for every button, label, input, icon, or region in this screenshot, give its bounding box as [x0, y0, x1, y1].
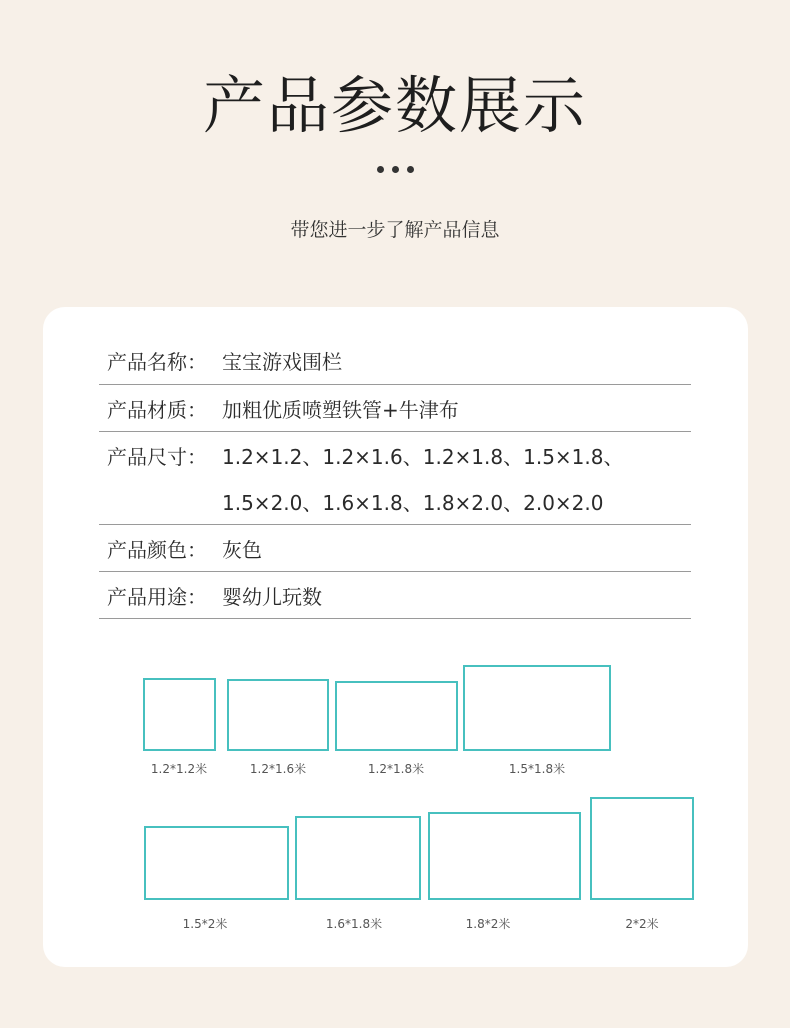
spec-label: 产品尺寸：: [107, 444, 207, 469]
size-diagram-2x2: [590, 797, 694, 900]
page-title: 产品参数展示: [202, 69, 587, 142]
size-diagram-1-2x1-2: [143, 678, 216, 751]
spec-value: 1.2×1.2、1.2×1.6、1.2×1.8、1.5×1.8、: [222, 444, 624, 469]
size-label: 1.5*2米: [182, 917, 228, 931]
dot-icon: [407, 166, 414, 173]
size-label: 1.2*1.2米: [150, 762, 208, 776]
size-label: 1.2*1.8米: [367, 762, 425, 776]
size-diagram-1-2x1-8: [335, 681, 458, 751]
spec-label: 产品颜色：: [107, 537, 207, 562]
dot-icon: [392, 166, 399, 173]
spec-label: 产品名称：: [107, 350, 207, 374]
size-diagram-1-5x2: [144, 826, 289, 900]
size-label: 1.8*2米: [465, 917, 511, 931]
spec-value: 加粗优质喷塑铁管+牛津布: [222, 397, 459, 422]
spec-table: [99, 337, 691, 619]
page-subtitle: 带您进一步了解产品信息: [290, 219, 500, 241]
spec-row-usage: [99, 572, 691, 619]
spec-value-continued: 1.5×2.0、1.6×1.8、1.8×2.0、2.0×2.0: [222, 490, 604, 515]
size-diagram-1-5x1-8: [463, 665, 611, 751]
size-label: 2*2米: [625, 917, 659, 931]
spec-card: [43, 307, 748, 967]
spec-row-size: [99, 432, 691, 525]
size-label: 1.6*1.8米: [325, 917, 383, 931]
size-label: 1.5*1.8米: [508, 762, 566, 776]
size-diagram-1-2x1-6: [227, 679, 329, 751]
spec-value: 宝宝游戏围栏: [222, 350, 342, 374]
spec-label: 产品材质：: [107, 397, 207, 422]
size-diagram-1-8x2: [428, 812, 581, 900]
spec-value: 婴幼儿玩数: [222, 584, 322, 609]
spec-row-name: [99, 337, 691, 385]
spec-value: 灰色: [222, 537, 262, 562]
dot-separator: [0, 166, 790, 173]
spec-row-color: [99, 525, 691, 572]
spec-label: 产品用途：: [107, 584, 207, 609]
dot-icon: [377, 166, 384, 173]
spec-row-material: [99, 385, 691, 432]
size-label: 1.2*1.6米: [249, 762, 307, 776]
size-diagram-1-6x1-8: [295, 816, 421, 900]
